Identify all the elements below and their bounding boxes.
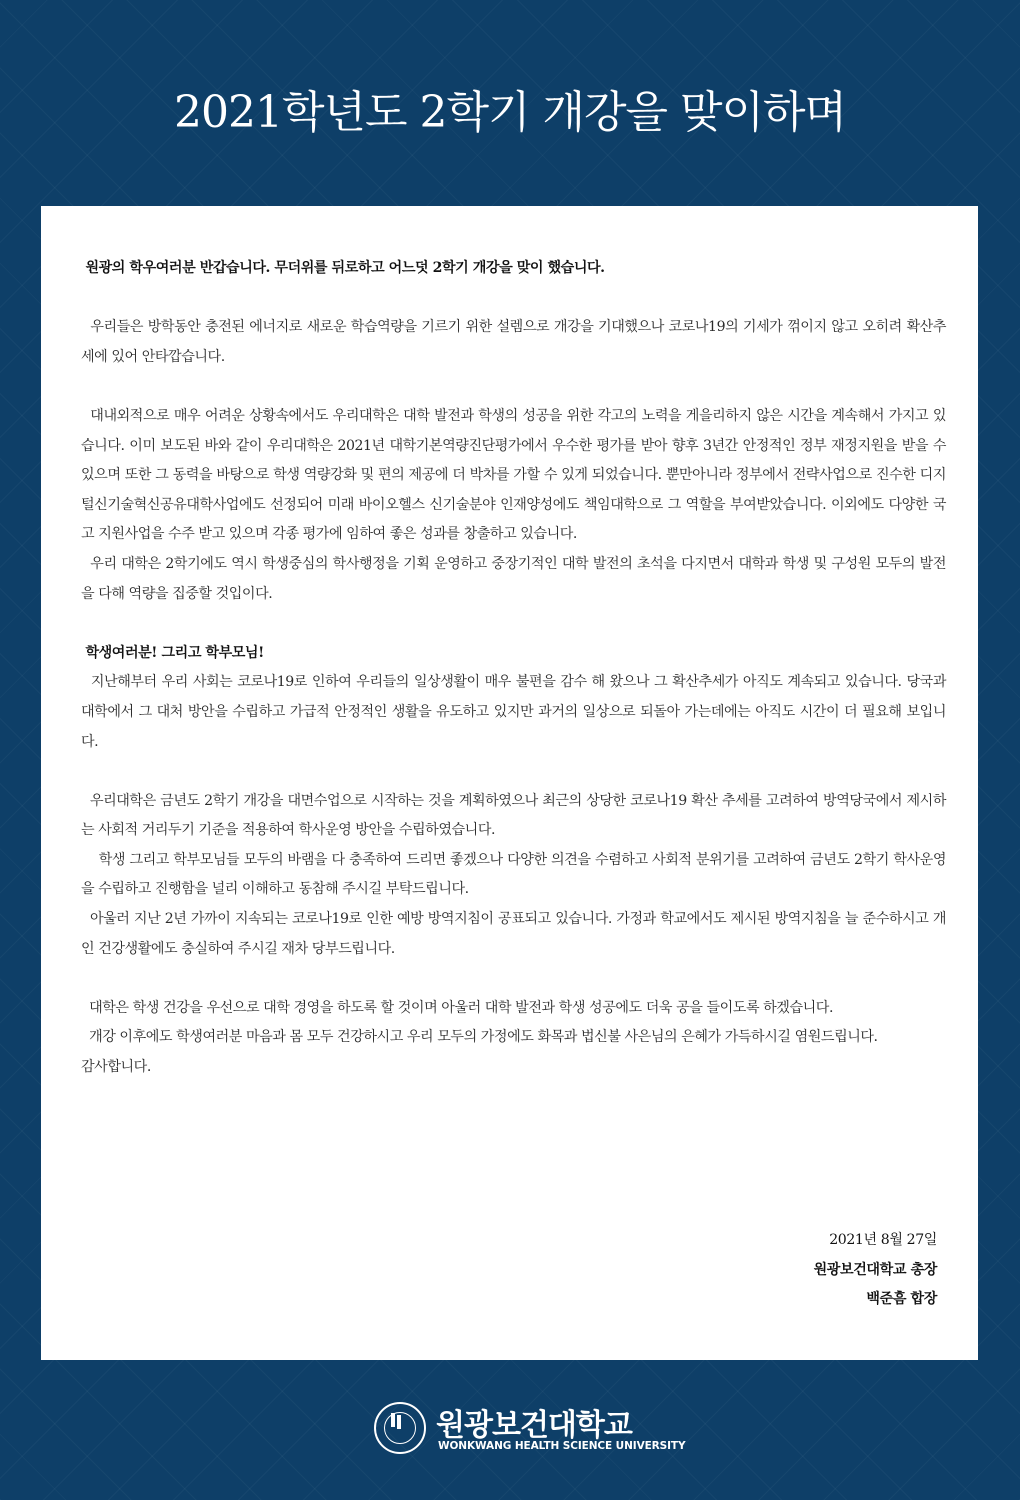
letter-paragraph: 원광의 학우여러분 반갑습니다. 무더위를 뒤로하고 어느덧 2학기 개강을 맞이 했습니다.: [81, 260, 605, 276]
letter-body: [81, 254, 951, 1083]
letter-paragraph: 대내외적으로 매우 어려운 상황속에서도 우리대학은 대학 발전과 학생의 성공을 위한 각고의 노력을 게을리하지 않은 시간을 계속해서 가지고 있습니다. 이미 보도된 바와 같이 우리대학은 2021년 대학기본역량진단평가에서 우수한 평가를 받아 향후 3년간 안정적인 정부 재정지원을 받을 수 있으며 또한 그 동력을 바탕으로 학생 역량강화 및 편의 제공에 더 박차를 가할 수 있게 되었습니다. 뿐만아니라 정부에서 전략사업으로 진수한 디지털신기술혁신공유대학사업에도 선정되어 미래 바이오헬스 신기술분야 인재양성에도 책임대학으로 그 역할을 부여받았습니다. 이외에도 다양한 국고 지원사업을 수주 받고 있으며 각종 평가에 임하여 좋은 성과를 창출하고 있습니다.: [81, 407, 951, 543]
letter-paragraph: 대학은 학생 건강을 우선으로 대학 경영을 하도록 할 것이며 아울러 대학 발전과 학생 성공에도 더욱 공을 들이도록 하겠습니다.: [81, 999, 833, 1016]
signature-date: 2021년 8월 27일: [829, 1232, 937, 1248]
signature-name: 백준흠 합장: [866, 1291, 937, 1308]
letter-paragraph: 우리들은 방학동안 충전된 에너지로 새로운 학습역량을 기르기 위한 설렘으로 개강을 기대했으나 코로나19의 기세가 꺾이지 않고 오히려 확산추세에 있어 안타깝습니다.: [81, 319, 946, 365]
letter-paragraph: 감사합니다.: [81, 1059, 151, 1076]
letter-paragraph: 지난해부터 우리 사회는 코로나19로 인하여 우리들의 일상생활이 매우 불편을 감수 해 왔으나 그 확산추세가 아직도 계속되고 있습니다. 당국과 대학에서 그 대처 방안을 수립하고 가급적 안정적인 생활을 유도하고 있지만 과거의 일상으로 되돌아 가는데에는 아직도 시간이 더 필요해 보입니다.: [81, 674, 951, 750]
paragraph-gap: [81, 284, 946, 314]
page-title: 2021학년도 2학기 개강을 맞이하며: [174, 87, 846, 138]
letter-paragraph: 우리 대학은 2학기에도 역시 학생중심의 학사행정을 기획 운영하고 중장기적인 대학 발전의 초석을 다지면서 대학과 학생 및 구성원 모두의 발전을 다해 역량을 집중할 것입이다.: [81, 555, 946, 602]
university-name-ko: 원광보건대학교: [436, 1408, 632, 1443]
signature-block: [814, 1226, 937, 1315]
letter-panel: [41, 206, 978, 1360]
paragraph-gap: [81, 964, 946, 994]
paragraph-gap: [81, 609, 946, 639]
university-name-en: WONKWANG HEALTH SCIENCE UNIVERSITY: [438, 1440, 686, 1452]
footer: [0, 1400, 1020, 1460]
letter-paragraph: 개강 이후에도 학생여러분 마음과 몸 모두 건강하시고 우리 모두의 가정에도 화목과 법신불 사은님의 은혜가 가득하시길 염원드립니다.: [81, 1029, 878, 1046]
university-seal-icon: [374, 1402, 426, 1454]
letter-paragraph: 학생 그리고 학부모님들 모두의 바램을 다 충족하여 드리면 좋겠으나 다양한 의견을 수렴하고 사회적 분위기를 고려하여 금년도 2학기 학사운영을 수립하고 진행함을 널리 이해하고 동참해 주시길 부탁드립니다.: [81, 851, 946, 898]
signature-org: 원광보건대학교 총장: [813, 1261, 937, 1278]
paragraph-gap: [81, 757, 946, 787]
letter-paragraph: 학생여러분! 그리고 학부모님!: [81, 644, 264, 661]
paragraph-gap: [81, 372, 946, 402]
letter-paragraph: 아울러 지난 2년 가까이 지속되는 코로나19로 인한 예방 방역지침이 공표되고 있습니다. 가정과 학교에서도 제시된 방역지침을 늘 준수하시고 개인 건강생활에도 충실하여 주시길 재차 당부드립니다.: [81, 911, 946, 957]
letter-paragraph: 우리대학은 금년도 2학기 개강을 대면수업으로 시작하는 것을 계획하였으나 최근의 상당한 코로나19 확산 추세를 고려하여 방역당국에서 제시하는 사회적 거리두기 기준을 적용하여 학사운영 방안을 수립하였습니다.: [81, 792, 946, 839]
